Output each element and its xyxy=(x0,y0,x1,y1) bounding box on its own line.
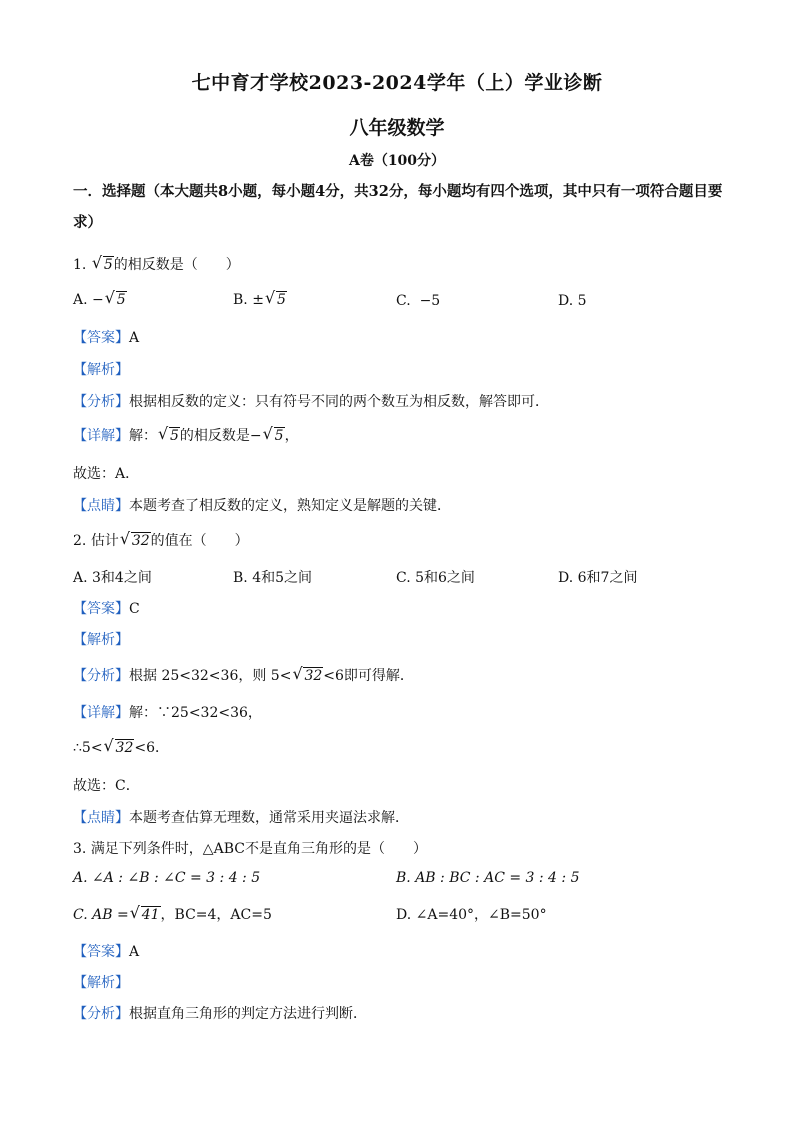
q3-answer: 【答案】A xyxy=(73,944,140,960)
q2-option-a: A. 3和4之间 xyxy=(73,570,152,586)
q2-option-c: C. 5和6之间 xyxy=(396,570,475,586)
q3-analysis-label: 【解析】 xyxy=(73,975,129,991)
q3-option-c: C. AB =√ 41，BC=4，AC=5 xyxy=(73,904,272,924)
sqrt-expression: √ 5 xyxy=(93,256,114,273)
q2-detail-line2: ∴5<√ 32<6． xyxy=(73,737,169,757)
q1-option-c: C. −5 xyxy=(396,293,441,309)
question-1-stem: 1. √ 5的相反数是（ ） xyxy=(73,254,240,274)
q1-option-d: D. 5 xyxy=(558,293,587,309)
question-number: 1. xyxy=(73,257,87,273)
q2-option-d: D. 6和7之间 xyxy=(558,570,638,586)
q1-analysis-label: 【解析】 xyxy=(73,362,129,378)
q2-analysis-label: 【解析】 xyxy=(73,632,129,648)
q1-answer: 【答案】A xyxy=(73,330,140,346)
q2-fenxi: 【分析】根据 25<32<36，则 5<√ 32<6即可得解． xyxy=(73,665,414,685)
page-title: 七中育才学校2023-2024学年（上）学业诊断 xyxy=(191,72,603,94)
q2-answer: 【答案】C xyxy=(73,601,140,617)
question-2-stem: 2. 估计√ 32的值在（ ） xyxy=(73,530,249,550)
q3-option-d: D. ∠A=40°，∠B=50° xyxy=(396,907,547,923)
q1-option-b: B. ±√ 5 xyxy=(233,291,287,308)
q1-option-a: A. −√ 5 xyxy=(73,291,127,308)
q1-comment: 【点睛】本题考查了相反数的定义，熟知定义是解题的关键． xyxy=(73,498,451,514)
part-label: A卷（100分） xyxy=(348,153,446,169)
page-subtitle: 八年级数学 xyxy=(349,117,445,139)
q2-comment: 【点睛】本题考查估算无理数，通常采用夹逼法求解． xyxy=(73,810,409,826)
q3-option-b: B. AB : BC : AC = 3 : 4 : 5 xyxy=(396,870,580,886)
q2-option-b: B. 4和5之间 xyxy=(233,570,313,586)
q1-choose: 故选：A． xyxy=(73,466,140,482)
section-heading: 一．选择题（本大题共8小题，每小题4分，共32分，每小题均有四个选项，其中只有一项符合题目要求） xyxy=(73,183,723,231)
question-3-stem: 3. 满足下列条件时，△ABC不是直角三角形的是（ ） xyxy=(73,841,427,857)
q2-choose: 故选：C． xyxy=(73,778,140,794)
q1-fenxi: 【分析】根据相反数的定义：只有符号不同的两个数互为相反数，解答即可． xyxy=(73,394,549,410)
q3-fenxi: 【分析】根据直角三角形的判定方法进行判断． xyxy=(73,1006,367,1022)
q3-option-a: A. ∠A : ∠B : ∠C = 3 : 4 : 5 xyxy=(73,870,261,886)
q2-detail: 【详解】解：∵25<32<36， xyxy=(73,705,262,721)
q1-detail: 【详解】解：√ 5的相反数是−√ 5， xyxy=(73,425,299,445)
